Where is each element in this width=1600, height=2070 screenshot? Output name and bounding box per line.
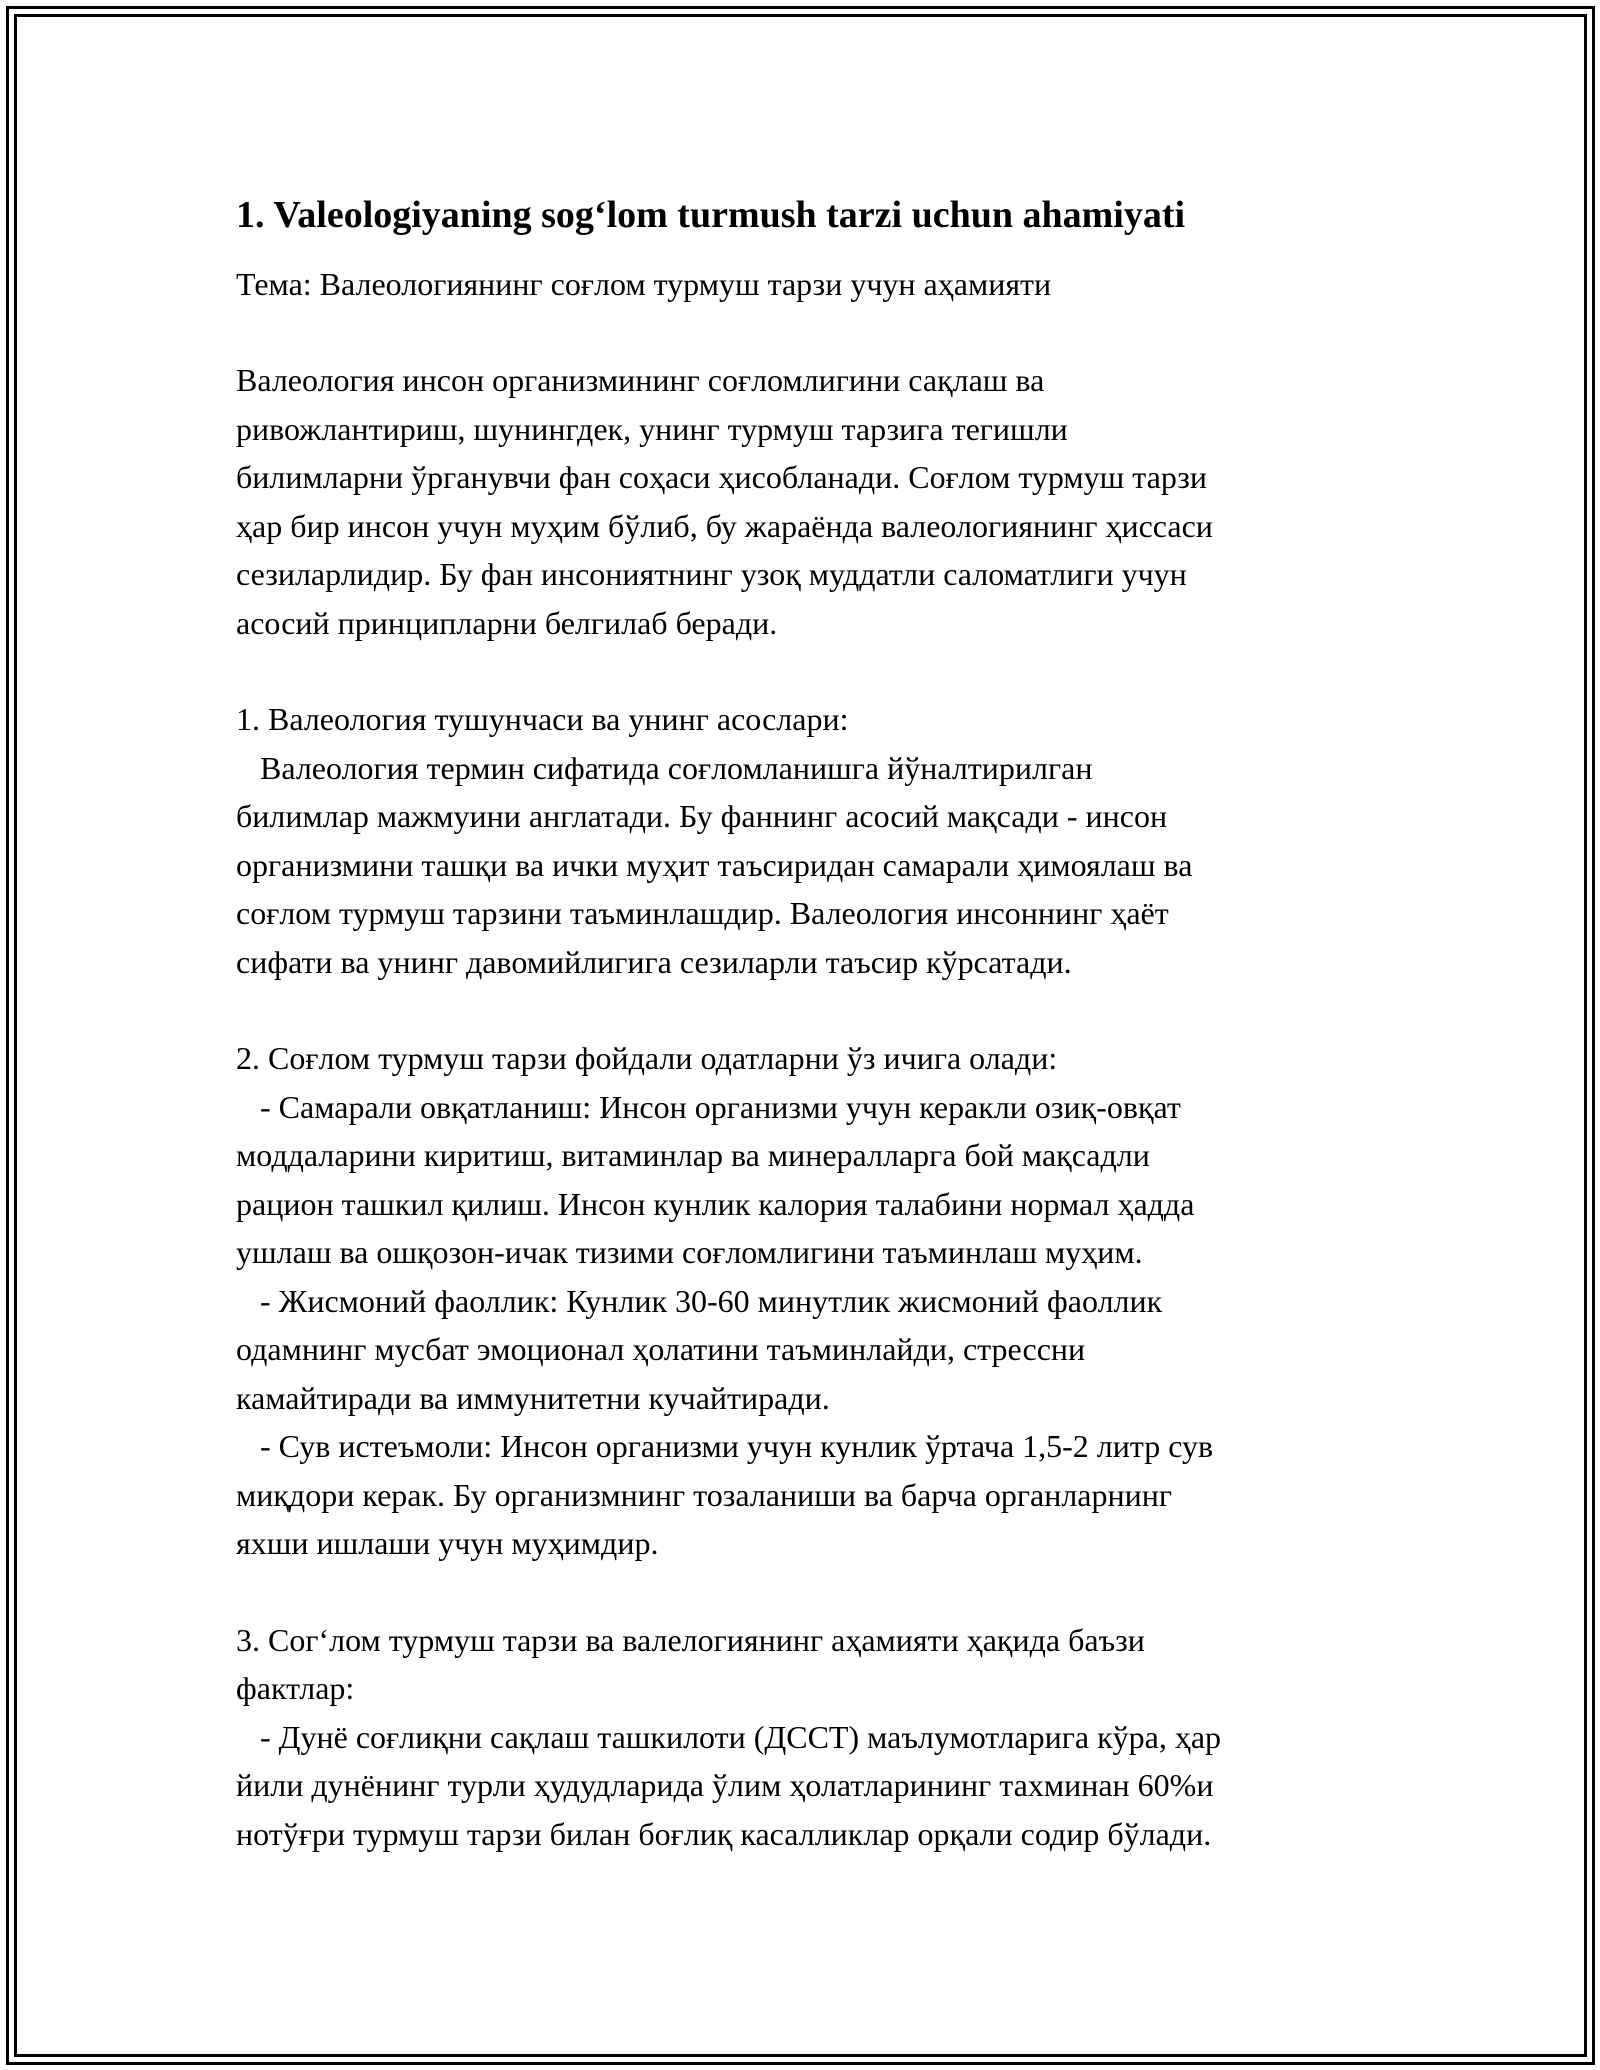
document-title: 1. Valeologiyaning sog‘lom turmush tarzi uchun ahamiyati bbox=[236, 194, 1186, 236]
intro-paragraph: Валеология инсон организмининг соғломлигини сақлаш ва ривожлантириш, шунингдек, унинг турмуш тарзига тегишли билимларни ўрганувчи фан соҳаси ҳисобланади. Соғлом турмуш тарзи ҳар бир инсон учун муҳим бўлиб, бу жараёнда валеологиянинг ҳиссаси сезиларлидир. Бу фан инсониятнинг узоқ муддатли саломатлиги учун асосий принципларни белгилаб беради. bbox=[236, 362, 1213, 641]
topic-line: Тема: Валеологиянинг соғлом турмуш тарзи учун аҳамияти bbox=[236, 266, 1052, 302]
section-2: 2. Соғлом турмуш тарзи фойдали одатларни ўз ичига олади: - Самарали овқатланиш: Инсон организми учун керакли озиқ-овқат моддаларини киритиш, витаминлар ва минералларга бой мақсадли рацион ташкил қилиш. Инсон кунлик калория талабини нормал ҳадда ушлаш ва ошқозон-ичак тизими соғломлигини таъминлаш муҳим. - Жисмоний фаоллик: Кунлик 30-60 минутлик жисмоний фаоллик одамнинг мусбат эмоционал ҳолатини таъминлайди, стрессни камайтиради ва иммунитетни кучайтиради. - Сув истеъмоли: Инсон организми учун кунлик ўртача 1,5-2 литр сув миқдори керак. Бу организмнинг тозаланиши ва барча органларнинг яхши ишлаши учун муҳимдир. bbox=[236, 1040, 1214, 1561]
section-1: 1. Валеология тушунчаси ва унинг асослари: Валеология термин сифатида соғломланишга йўналтирилган билимлар мажмуини англатади. Бу фаннинг асосий мақсади - инсон организмини ташқи ва ички муҳит таъсиридан самарали ҳимоялаш ва соғлом турмуш тарзини таъминлашдир. Валеология инсоннинг ҳаёт сифати ва унинг давомийлигига сезиларли таъсир кўрсатади. bbox=[236, 701, 1193, 980]
document-body bbox=[236, 188, 1386, 1858]
section-3: 3. Сог‘лом турмуш тарзи ва валелогиянинг аҳамияти ҳақида баъзи фактлар: - Дунё соғлиқни сақлаш ташкилоти (ДССТ) маълумотларига кўра, ҳар йили дунёнинг турли ҳудудларида ўлим ҳолатларининг тахминан 60%и нотўғри турмуш тарзи билан боғлиқ касалликлар орқали содир бўлади. bbox=[236, 1621, 1222, 1852]
